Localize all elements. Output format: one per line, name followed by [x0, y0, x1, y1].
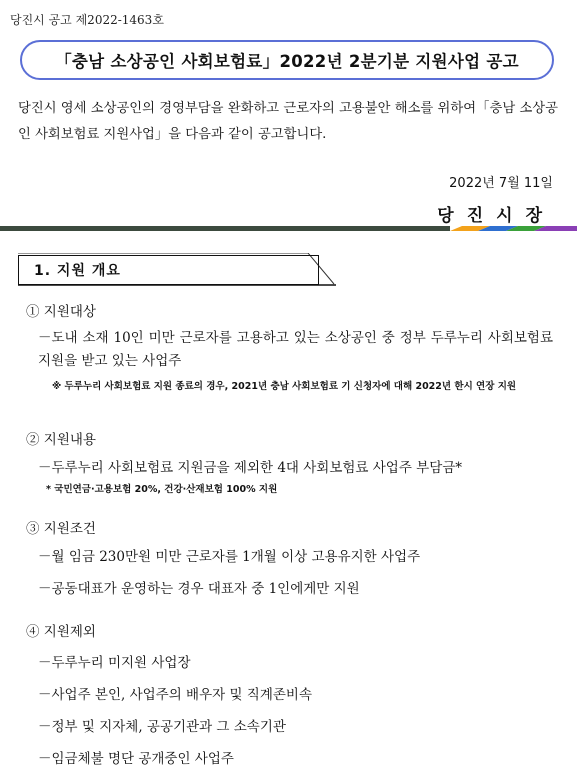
conditions-heading: ③ 지원조건 — [26, 521, 96, 537]
section-heading-box — [18, 253, 336, 286]
conditions-item-2: －공동대표가 운영하는 경우 대표자 중 1인에게만 지원 — [38, 581, 360, 597]
content-heading: ② 지원내용 — [26, 432, 96, 448]
intro-paragraph: 당진시 영세 소상공인의 경영부담을 완화하고 근로자의 고용불안 해소를 위하여「충남 소상공인 사회보험료 지원사업」을 다음과 같이 공고합니다. — [18, 101, 558, 142]
exclusions-item-2: －사업주 본인, 사업주의 배우자 및 직계존비속 — [38, 687, 312, 703]
conditions-item-1: －월 임금 230만원 미만 근로자를 1개월 이상 고용유지한 사업주 — [38, 549, 421, 565]
exclusions-heading: ④ 지원제외 — [26, 624, 96, 640]
issuer-name: 당진시장 — [437, 206, 555, 226]
target-note: ※ 두루누리 사회보험료 지원 종료의 경우, 2021년 충남 사회보험료 기 신청자에 대해 2022년 한시 연장 지원 — [52, 381, 517, 392]
content-note: * 국민연금·고용보험 20%, 건강·산재보험 100% 지원 — [46, 484, 278, 495]
notice-title: 「충남 소상공인 사회보험료」2022년 2분기분 지원사업 공고 — [55, 52, 519, 71]
target-item: －도내 소재 10인 미만 근로자를 고용하고 있는 소상공인 중 정부 두루누리 사회보험료 지원을 받고 있는 사업주 — [38, 330, 553, 369]
exclusions-item-3: －정부 및 지자체, 공공기관과 그 소속기관 — [38, 719, 286, 735]
notice-date: 2022년 7월 11일 — [449, 176, 553, 191]
header-divider — [0, 226, 577, 231]
content-item: －두루누리 사회보험료 지원금을 제외한 4대 사회보험료 사업주 부담금* — [38, 460, 463, 476]
notice-number: 당진시 공고 제2022-1463호 — [10, 13, 164, 27]
section-title: 1. 지원 개요 — [34, 263, 121, 279]
title-banner — [20, 40, 554, 80]
exclusions-item-1: －두루누리 미지원 사업장 — [38, 655, 191, 671]
target-heading: ① 지원대상 — [26, 304, 96, 320]
exclusions-item-4: －임금체불 명단 공개중인 사업주 — [38, 751, 234, 767]
